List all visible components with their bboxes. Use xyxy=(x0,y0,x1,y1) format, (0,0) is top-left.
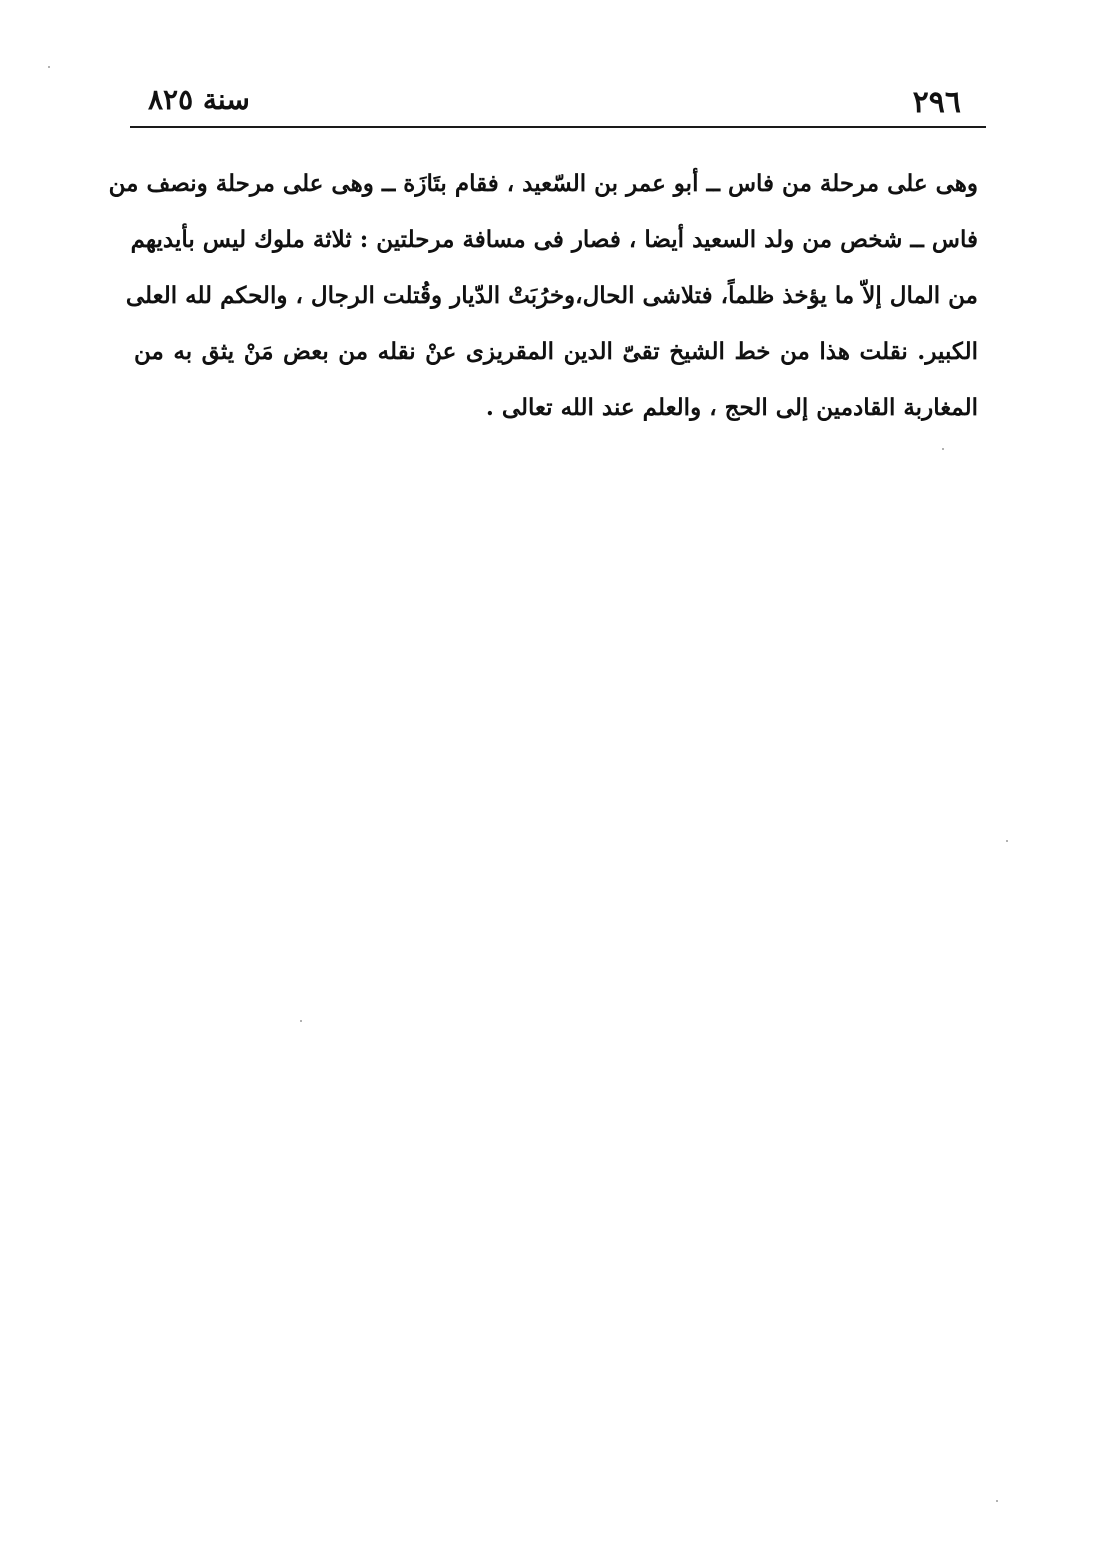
scan-speck xyxy=(48,66,50,68)
header-divider xyxy=(130,126,986,128)
scan-speck xyxy=(1006,840,1008,842)
text-line: المغاربة القادمين إلى الحج ، والعلم عند الله تعالى . xyxy=(485,394,978,421)
text-line: وهى على مرحلة من فاس ــ أبو عمر بن السّعيد ، فقام بتَازَة ــ وهى على مرحلة ونصف من xyxy=(108,170,978,197)
text-line: الكبير. نقلت هذا من خط الشيخ تقىّ الدين المقريزى عنْ نقله من بعض مَنْ يثق به من xyxy=(134,338,978,365)
scan-speck xyxy=(300,1020,302,1022)
running-header xyxy=(130,82,985,126)
body-paragraph xyxy=(108,156,978,436)
scan-speck xyxy=(996,1500,998,1502)
scan-speck xyxy=(942,448,944,450)
text-line: فاس ــ شخص من ولد السعيد أيضا ، فصار فى مسافة مرحلتين : ثلاثة ملوك ليس بأيديهم xyxy=(130,226,978,253)
running-title-year: سنة ٨٢٥ xyxy=(148,83,250,116)
page-number: ٢٩٦ xyxy=(912,85,961,120)
text-line: من المال إلاّ ما يؤخذ ظلماً، فتلاشى الحال،وخرُبَتْ الدّيار وقُتلت الرجال ، والحكم لله العلى xyxy=(125,282,978,309)
